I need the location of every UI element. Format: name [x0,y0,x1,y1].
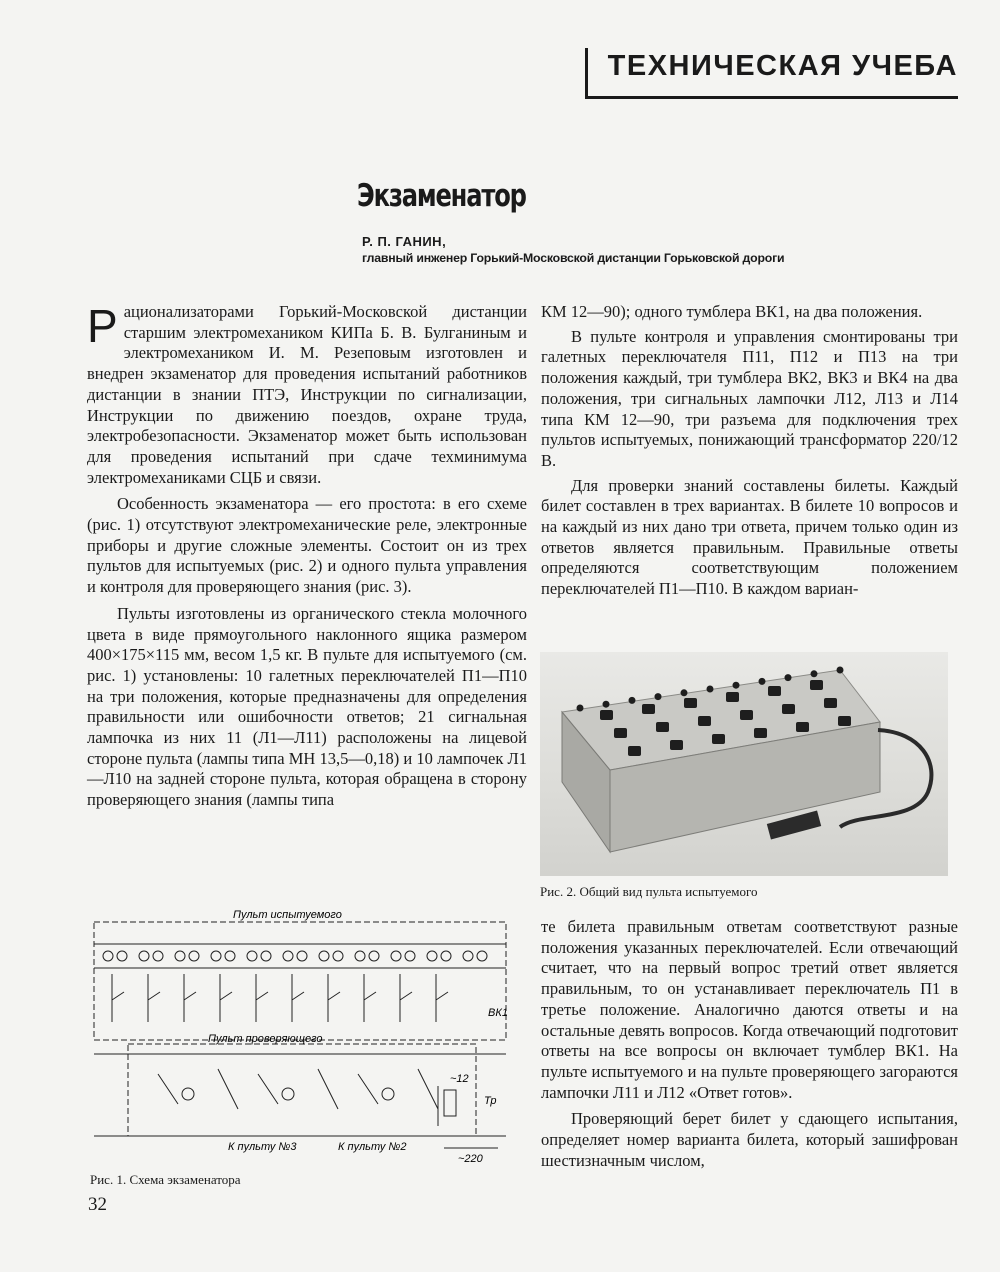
paragraph: Проверяющий берет билет у сдающего испытания, определяет номер варианта билета, который зашифрован шестизначным числом, [541,1109,958,1170]
scheme-switch-symbol [436,974,448,1022]
console-knob [838,716,851,726]
scheme-lamp-symbol [333,951,343,961]
scheme-wire [158,1069,238,1109]
scheme-wire [358,1069,438,1109]
drop-cap: Р [87,300,118,352]
right-column-top [541,302,958,600]
console-lamp [733,682,740,689]
scheme-lamp-symbol [225,951,235,961]
scheme-lamp-symbol [261,951,271,961]
console-lamp [603,701,610,708]
scheme-switch-symbol [400,974,412,1022]
scheme-lamp-symbol [369,951,379,961]
left-column [87,302,527,811]
paragraph: те билета правильным ответам соответствуют разные положения указанных переключателей. Если отвечающий считает, что на первый вопрос третий ответ является правильным, то он устанавливает переключатель П1 в третье положение. Аналогично даются ответы и на остальные девять вопросов. Когда отвечающий подготовит ответы на все вопросы он включает тумблер ВК1. На пульте испытуемого и на пульте проверяющего загораются лампочки Л11 и Л12 «Ответ готов». [541,917,958,1102]
console-knob [824,698,837,708]
scheme-switch-symbol [328,974,340,1022]
scheme-label-to-console-2: К пульту №2 [338,1141,407,1153]
console-lamp [629,697,636,704]
console-knob [796,722,809,732]
console-lamp [655,693,662,700]
scheme-lamp-symbol [355,951,365,961]
scheme-lamp-symbol [463,951,473,961]
scheme-lamp-symbol [427,951,437,961]
console-lamp [837,667,844,674]
scheme-lamp-symbol [139,951,149,961]
scheme-lamp-symbol [153,951,163,961]
scheme-lamp-symbol [477,951,487,961]
console-knob [740,710,753,720]
scheme-lamp-symbol [103,951,113,961]
console-photo [540,652,948,876]
scheme-switch-symbol [220,974,232,1022]
scheme-lamp-symbol [189,951,199,961]
console-knob [670,740,683,750]
console-knob [642,704,655,714]
console-lamp [707,686,714,693]
console-knob [810,680,823,690]
article-title: Экзаменатор [357,178,526,214]
scheme-label-tr: Тр [484,1095,497,1107]
scheme-switch-symbol [256,974,268,1022]
console-knob [726,692,739,702]
paragraph: Пульты изготовлены из органического стекла молочного цвета в виде прямоугольного наклонного ящика размером 400×175×115 мм, весом 1,5 кг. В пульте для испытуемого (см. рис. 1) установлены: 10 галетных переключателей П1—П10 на три положения, которые предназначены для определения правильности или ошибочности ответов; 21 сигнальная лампочка из них 11 (Л1—Л11) расположены на лицевой стороне пульта (лампы типа МН 13,5—0,18) и 10 лампочек Л1—Л10 на задней стороне пульта, которая обращена в сторону проверяющего знания (лампы типа [87,603,527,810]
console-lamp [785,674,792,681]
scheme-lamp-symbol [319,951,329,961]
paragraph: Особенность экзаменатора — его простота: в его схеме (рис. 1) отсутствуют электромеханические реле, электронные приборы и другие сложные элементы. Состоит он из трех пультов для испытуемых (рис. 2) и одного пульта управления и контроля для проверяющего знания (рис. 3). [87,494,527,597]
scheme-lamp-symbol [211,951,221,961]
scheme-lamp-symbol [405,951,415,961]
console-photo-illustration [540,652,948,876]
scheme-wire [258,1069,338,1109]
scheme-switch-symbol [148,974,160,1022]
console-knob [712,734,725,744]
scheme-lamp-symbol [175,951,185,961]
console-knob [754,728,767,738]
scheme-label-220v: ~220 [458,1153,483,1165]
scheme-switch-symbol [292,974,304,1022]
paragraph: В пульте контроля и управления смонтированы три галетных переключателя П11, П12 и П13 на три положения каждый, три тумблера ВК2, ВК3 и ВК4 на два положения, три сигнальных лампочки Л12, Л13 и Л14 типа КМ 12—90, три разъема для подключения трех пультов испытуемых, понижающий трансформатор 220/12 В. [541,326,958,470]
scheme-switch-symbol [364,974,376,1022]
console-lamp [811,670,818,677]
photo-caption: Рис. 2. Общий вид пульта испытуемого [540,884,758,899]
console-lamp [681,689,688,696]
scheme-indicator-symbol [182,1088,194,1100]
paragraph-text: ационализаторами Горький-Московской дистанции старшим электромехаником КИПа Б. В. Булганиным и электромехаником И. М. Резеповым изготовлен и внедрен экзаменатор для проведения испытаний работников дистанции в знании ПТЭ, Инструкции по сигнализации, Инструкции по движению поездов, охране труда, электробезопасности. Экзаменатор может быть использован для проведения испытаний при сдаче техминимума электромеханиками СЦБ и связи. [87,302,527,487]
scheme-lamp-symbol [297,951,307,961]
console-knob [656,722,669,732]
scheme-lamp-symbol [391,951,401,961]
section-header [585,48,958,99]
author-name: Р. П. ГАНИН, [362,234,447,249]
scheme-label-examiner: Пульт проверяющего [208,1033,323,1045]
paragraph: Для проверки знаний составлены билеты. Каждый билет составлен в трех вариантах. В билете 10 вопросов и на каждый из них дано три ответа, причем только один из ответов является правильным. Правильные ответы определяются соответствующим положением переключателей П1—П10. В каждом вариан- [541,475,958,599]
scheme-lamp-symbol [441,951,451,961]
circuit-diagram [88,904,518,1168]
scheme-lamp-symbol [247,951,257,961]
console-knob [614,728,627,738]
scheme-lamp-symbol [283,951,293,961]
console-knob [782,704,795,714]
console-knob [600,710,613,720]
scheme-label-12v: ~12 [450,1073,469,1085]
circuit-diagram-drawing [88,904,518,1168]
console-lamp [577,705,584,712]
scheme-indicator-symbol [382,1088,394,1100]
author-position: главный инженер Горький-Московской дистанции Горьковской дороги [362,251,785,265]
scheme-lamp-symbol [117,951,127,961]
scheme-switch-symbol [112,974,124,1022]
section-title: ТЕХНИЧЕСКАЯ УЧЕБА [607,50,958,82]
scheme-caption: Рис. 1. Схема экзаменатора [90,1172,241,1187]
console-knob [698,716,711,726]
scheme-label-vk1: ВК1 [488,1007,508,1019]
scheme-label-to-console-3: К пульту №3 [228,1141,297,1153]
scheme-switch-symbol [184,974,196,1022]
paragraph [87,302,527,488]
console-knob [628,746,641,756]
paragraph: КМ 12—90); одного тумблера ВК1, на два положения. [541,302,923,321]
console-knob [768,686,781,696]
page-number: 32 [88,1194,107,1215]
console-knob [684,698,697,708]
scheme-label-console: Пульт испытуемого [233,909,342,921]
console-lamp [759,678,766,685]
right-column-bottom [541,917,958,1171]
scheme-indicator-symbol [282,1088,294,1100]
